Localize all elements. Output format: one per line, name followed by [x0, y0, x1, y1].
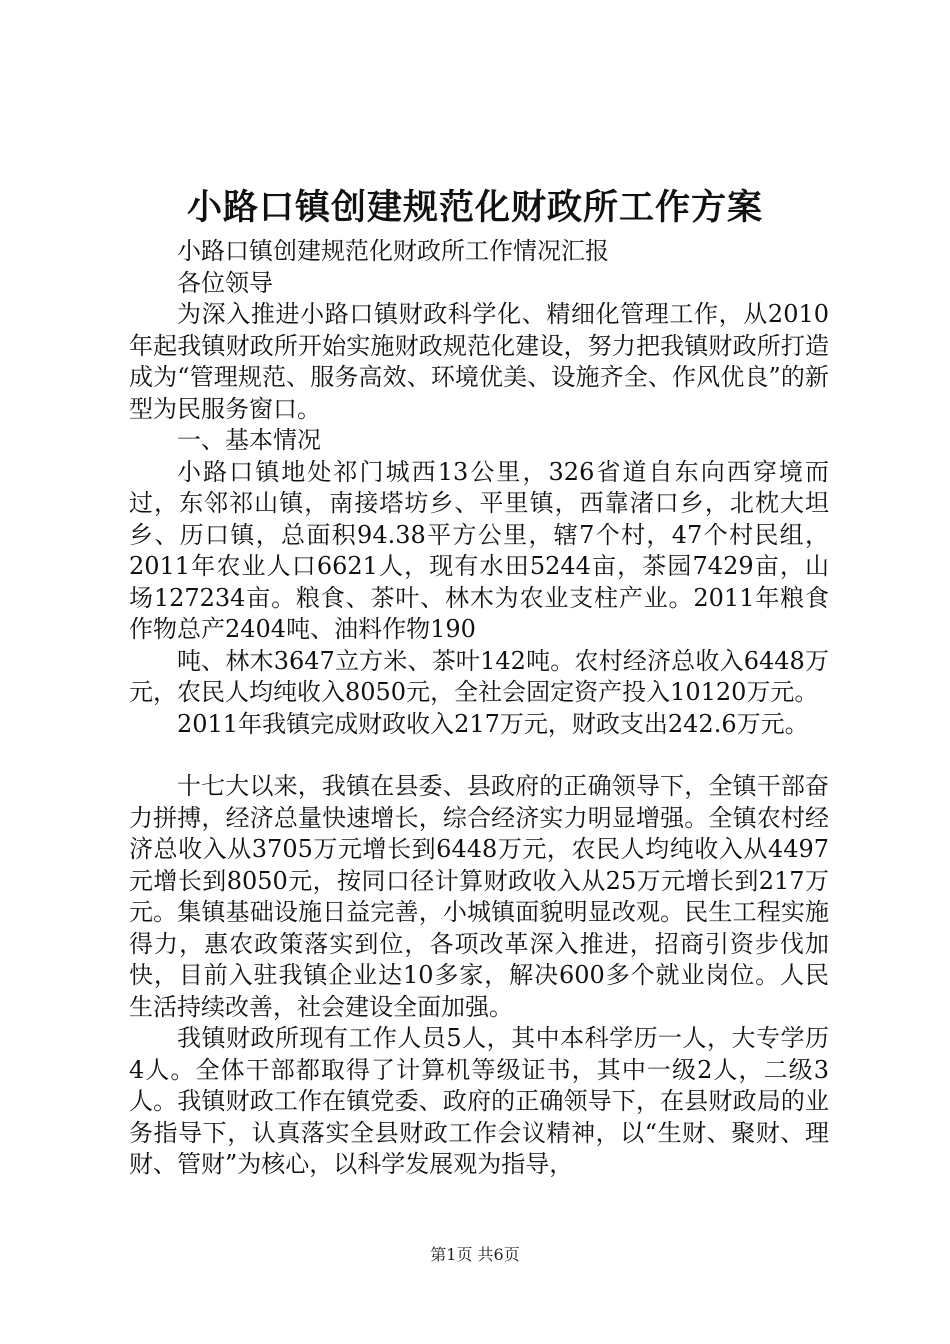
basic-info-paragraph: 小路口镇地处祁门城西13公里，326省道自东向西穿境而过，东邻祁山镇，南接塔坊乡、平里镇，西靠渚口乡，北枕大坦乡、历口镇，总面积94.38平方公里，辖7个村，47个村民组，2011年农业人口6621人，现有水田5244亩，茶园7429亩，山场127234亩。粮食、茶叶、林木为农业支柱产业。2011年粮食作物总产2404吨、油料作物190: [129, 457, 829, 643]
salutation-paragraph: 各位领导: [177, 268, 273, 297]
development-paragraph: 十七大以来，我镇在县委、县政府的正确领导下，全镇干部奋力拼搏，经济总量快速增长，综合经济实力明显增强。全镇农村经济总收入从3705万元增长到6448万元，农民人均纯收入从4497元增长到8050元，按同口径计算财政收入从25万元增长到217万元。集镇基础设施日益完善，小城镇面貌明显改观。民生工程实施得力，惠农政策落实到位，各项改革深入推进，招商引资步伐加快，目前入驻我镇企业达10多家，解决600多个就业岗位。人民生活持续改善，社会建设全面加强。: [129, 772, 829, 1021]
basic-info-continued-paragraph: 吨、林木3647立方米、茶叶142吨。农村经济总收入6448万元，农民人均纯收入8050元，全社会固定资产投入10120万元。: [129, 646, 829, 706]
section-heading: 一、基本情况: [177, 426, 321, 454]
document-body: [129, 236, 829, 1181]
staff-paragraph: 我镇财政所现有工作人员5人，其中本科学历一人，大专学历4人。全体干部都取得了计算机等级证书，其中一级2人，二级3人。我镇财政工作在镇党委、政府的正确领导下，在县财政局的业务指导下，认真落实全县财政工作会议精神，以“生财、聚财、理财、管财”为核心，以科学发展观为指导，: [129, 1024, 829, 1178]
fiscal-summary-paragraph: 2011年我镇完成财政收入217万元，财政支出242.6万元。: [177, 709, 809, 738]
page-footer: 第1页 共6页: [430, 1245, 520, 1264]
intro-paragraph: 为深入推进小路口镇财政科学化、精细化管理工作，从2010年起我镇财政所开始实施财政规范化建设，努力把我镇财政所打造成为“管理规范、服务高效、环境优美、设施齐全、作风优良”的新型为民服务窗口。: [129, 300, 829, 423]
subtitle-paragraph: 小路口镇创建规范化财政所工作情况汇报: [177, 237, 609, 265]
document-title: 小路口镇创建规范化财政所工作方案: [186, 187, 763, 228]
